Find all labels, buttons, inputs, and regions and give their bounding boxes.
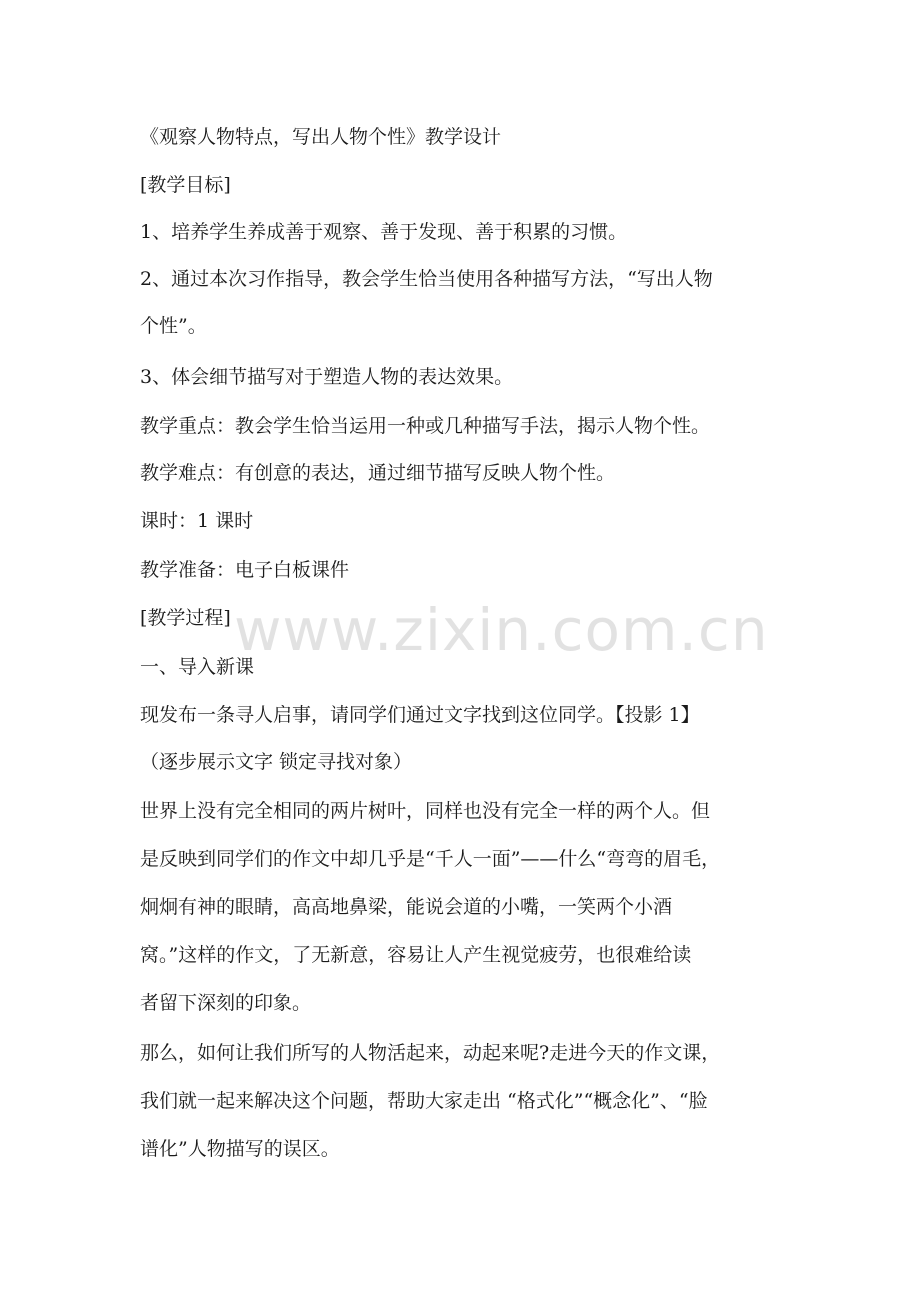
goal-item-2-line-1: 2、通过本次习作指导，教会学生恰当使用各种描写方法，“写出人物 (140, 268, 713, 290)
paragraph-2-line-2: 我们就一起来解决这个问题，帮助大家走出 “格式化”“概念化”、“脸 (140, 1090, 708, 1112)
watermark: www.zixin.com.cn (234, 596, 769, 664)
section-heading-goals: [教学目标] (140, 174, 231, 196)
paragraph-1-line-2: 是反映到同学们的作文中却几乎是“千人一面”——什么“弯弯的眉毛， (140, 848, 721, 870)
paragraph-1-line-5: 者留下深刻的印象。 (140, 992, 312, 1014)
key-point: 教学重点：教会学生恰当运用一种或几种描写手法，揭示人物个性。 (140, 415, 711, 437)
class-hours: 课时：1 课时 (140, 510, 254, 532)
difficulty: 教学难点：有创意的表达，通过细节描写反映人物个性。 (140, 462, 616, 484)
paragraph-1-line-3: 炯炯有神的眼睛，高高地鼻梁，能说会道的小嘴，一笑两个小酒 (140, 896, 673, 918)
goal-item-2-line-2: 个性”。 (140, 315, 207, 337)
goal-item-3: 3、体会细节描写对于塑造人物的表达效果。 (140, 366, 514, 388)
paragraph-1-line-1: 世界上没有完全相同的两片树叶，同样也没有完全一样的两个人。但 (140, 800, 711, 822)
document-title: 《观察人物特点，写出人物个性》教学设计 (140, 126, 502, 148)
intro-line: 现发布一条寻人启事，请同学们通过文字找到这位同学。【投影 1】 (140, 704, 700, 726)
paragraph-2-line-1: 那么，如何让我们所写的人物活起来，动起来呢?走进今天的作文课， (140, 1042, 721, 1064)
paragraph-2-line-3: 谱化”人物描写的误区。 (140, 1138, 340, 1160)
section-heading-process: [教学过程] (140, 607, 231, 629)
part-1-heading: 一、导入新课 (140, 656, 255, 678)
intro-note: （逐步展示文字 锁定寻找对象） (140, 751, 413, 773)
preparation: 教学准备：电子白板课件 (140, 559, 350, 581)
paragraph-1-line-4: 窝。”这样的作文，了无新意，容易让人产生视觉疲劳，也很难给读 (140, 944, 692, 966)
goal-item-1: 1、培养学生养成善于观察、善于发现、善于积累的习惯。 (140, 221, 628, 243)
